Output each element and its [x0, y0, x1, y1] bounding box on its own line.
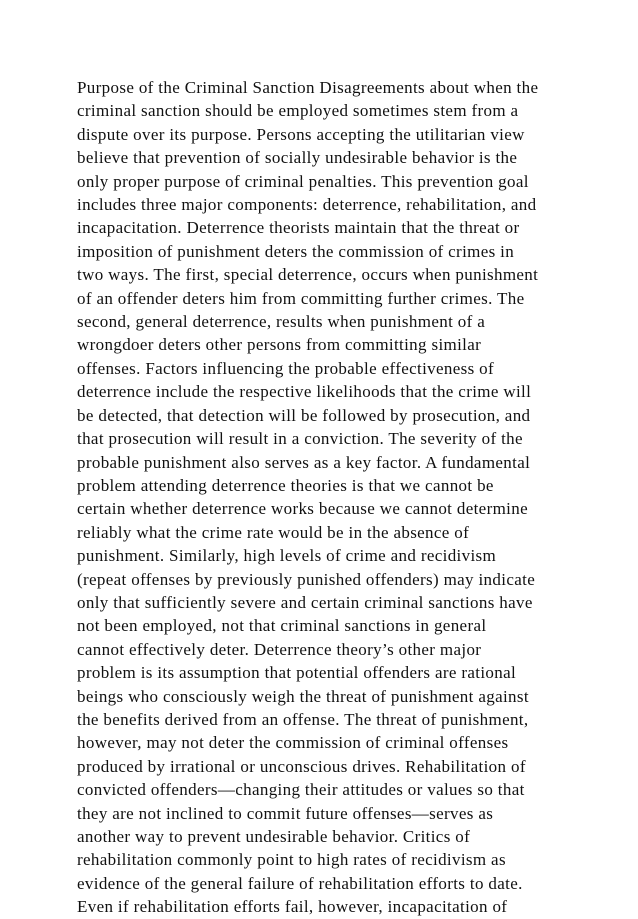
text-line: problem attending deterrence theories is that we cannot be — [77, 475, 494, 495]
text-line: criminal sanction should be employed sometimes stem from a — [77, 101, 519, 121]
text-line: rehabilitation commonly point to high rates of recidivism as — [77, 850, 506, 870]
text-line: be detected, that detection will be followed by prosecution, and — [77, 405, 531, 425]
text-line: beings who consciously weigh the threat of punishment against — [77, 686, 529, 706]
text-line: problem is its assumption that potential offenders are rational — [77, 663, 517, 683]
body-text — [77, 76, 577, 919]
text-line: believe that prevention of socially undesirable behavior is the — [77, 148, 518, 168]
text-line: imposition of punishment deters the commission of crimes in — [77, 241, 515, 261]
text-line: reliably what the crime rate would be in the absence of — [77, 522, 470, 542]
text-line: deterrence include the respective likelihoods that the crime will — [77, 382, 532, 402]
text-line: however, may not deter the commission of criminal offenses — [77, 733, 509, 753]
text-line: cannot effectively deter. Deterrence theory’s other major — [77, 639, 482, 659]
text-line: two ways. The first, special deterrence, occurs when punishment — [77, 265, 539, 285]
text-line: probable punishment also serves as a key factor. A fundamental — [77, 452, 531, 472]
text-line: Even if rehabilitation efforts fail, however, incapacitation of — [77, 897, 508, 917]
text-line: (repeat offenses by previously punished offenders) may indicate — [77, 569, 536, 589]
text-line: of an offender deters him from committing further crimes. The — [77, 288, 525, 308]
text-line: punishment. Similarly, high levels of crime and recidivism — [77, 546, 497, 566]
text-line: includes three major components: deterrence, rehabilitation, and — [77, 195, 537, 215]
text-line: dispute over its purpose. Persons accepting the utilitarian view — [77, 124, 525, 144]
text-line: certain whether deterrence works because we cannot determine — [77, 499, 528, 519]
text-line: incapacitation. Deterrence theorists maintain that the threat or — [77, 218, 520, 238]
text-line: Purpose of the Criminal Sanction Disagreements about when the — [77, 78, 539, 97]
text-line: wrongdoer deters other persons from committing similar — [77, 335, 482, 355]
text-line: they are not inclined to commit future offenses—serves as — [77, 803, 494, 823]
text-line: convicted offenders—changing their attitudes or values so that — [77, 780, 525, 800]
text-line: another way to prevent undesirable behavior. Critics of — [77, 827, 471, 846]
text-line: only proper purpose of criminal penalties. This prevention goal — [77, 171, 529, 191]
text-line: offenses. Factors influencing the probable effectiveness of — [77, 358, 495, 378]
text-line: the benefits derived from an offense. The threat of punishment, — [77, 709, 529, 729]
text-line: not been employed, not that criminal sanctions in general — [77, 616, 487, 636]
text-line: only that sufficiently severe and certain criminal sanctions have — [77, 592, 533, 612]
text-line: evidence of the general failure of rehabilitation efforts to date. — [77, 873, 523, 893]
text-line: second, general deterrence, results when punishment of a — [77, 312, 486, 332]
text-line: that prosecution will result in a conviction. The severity of the — [77, 429, 523, 449]
text-line: produced by irrational or unconscious drives. Rehabilitation of — [77, 756, 526, 776]
